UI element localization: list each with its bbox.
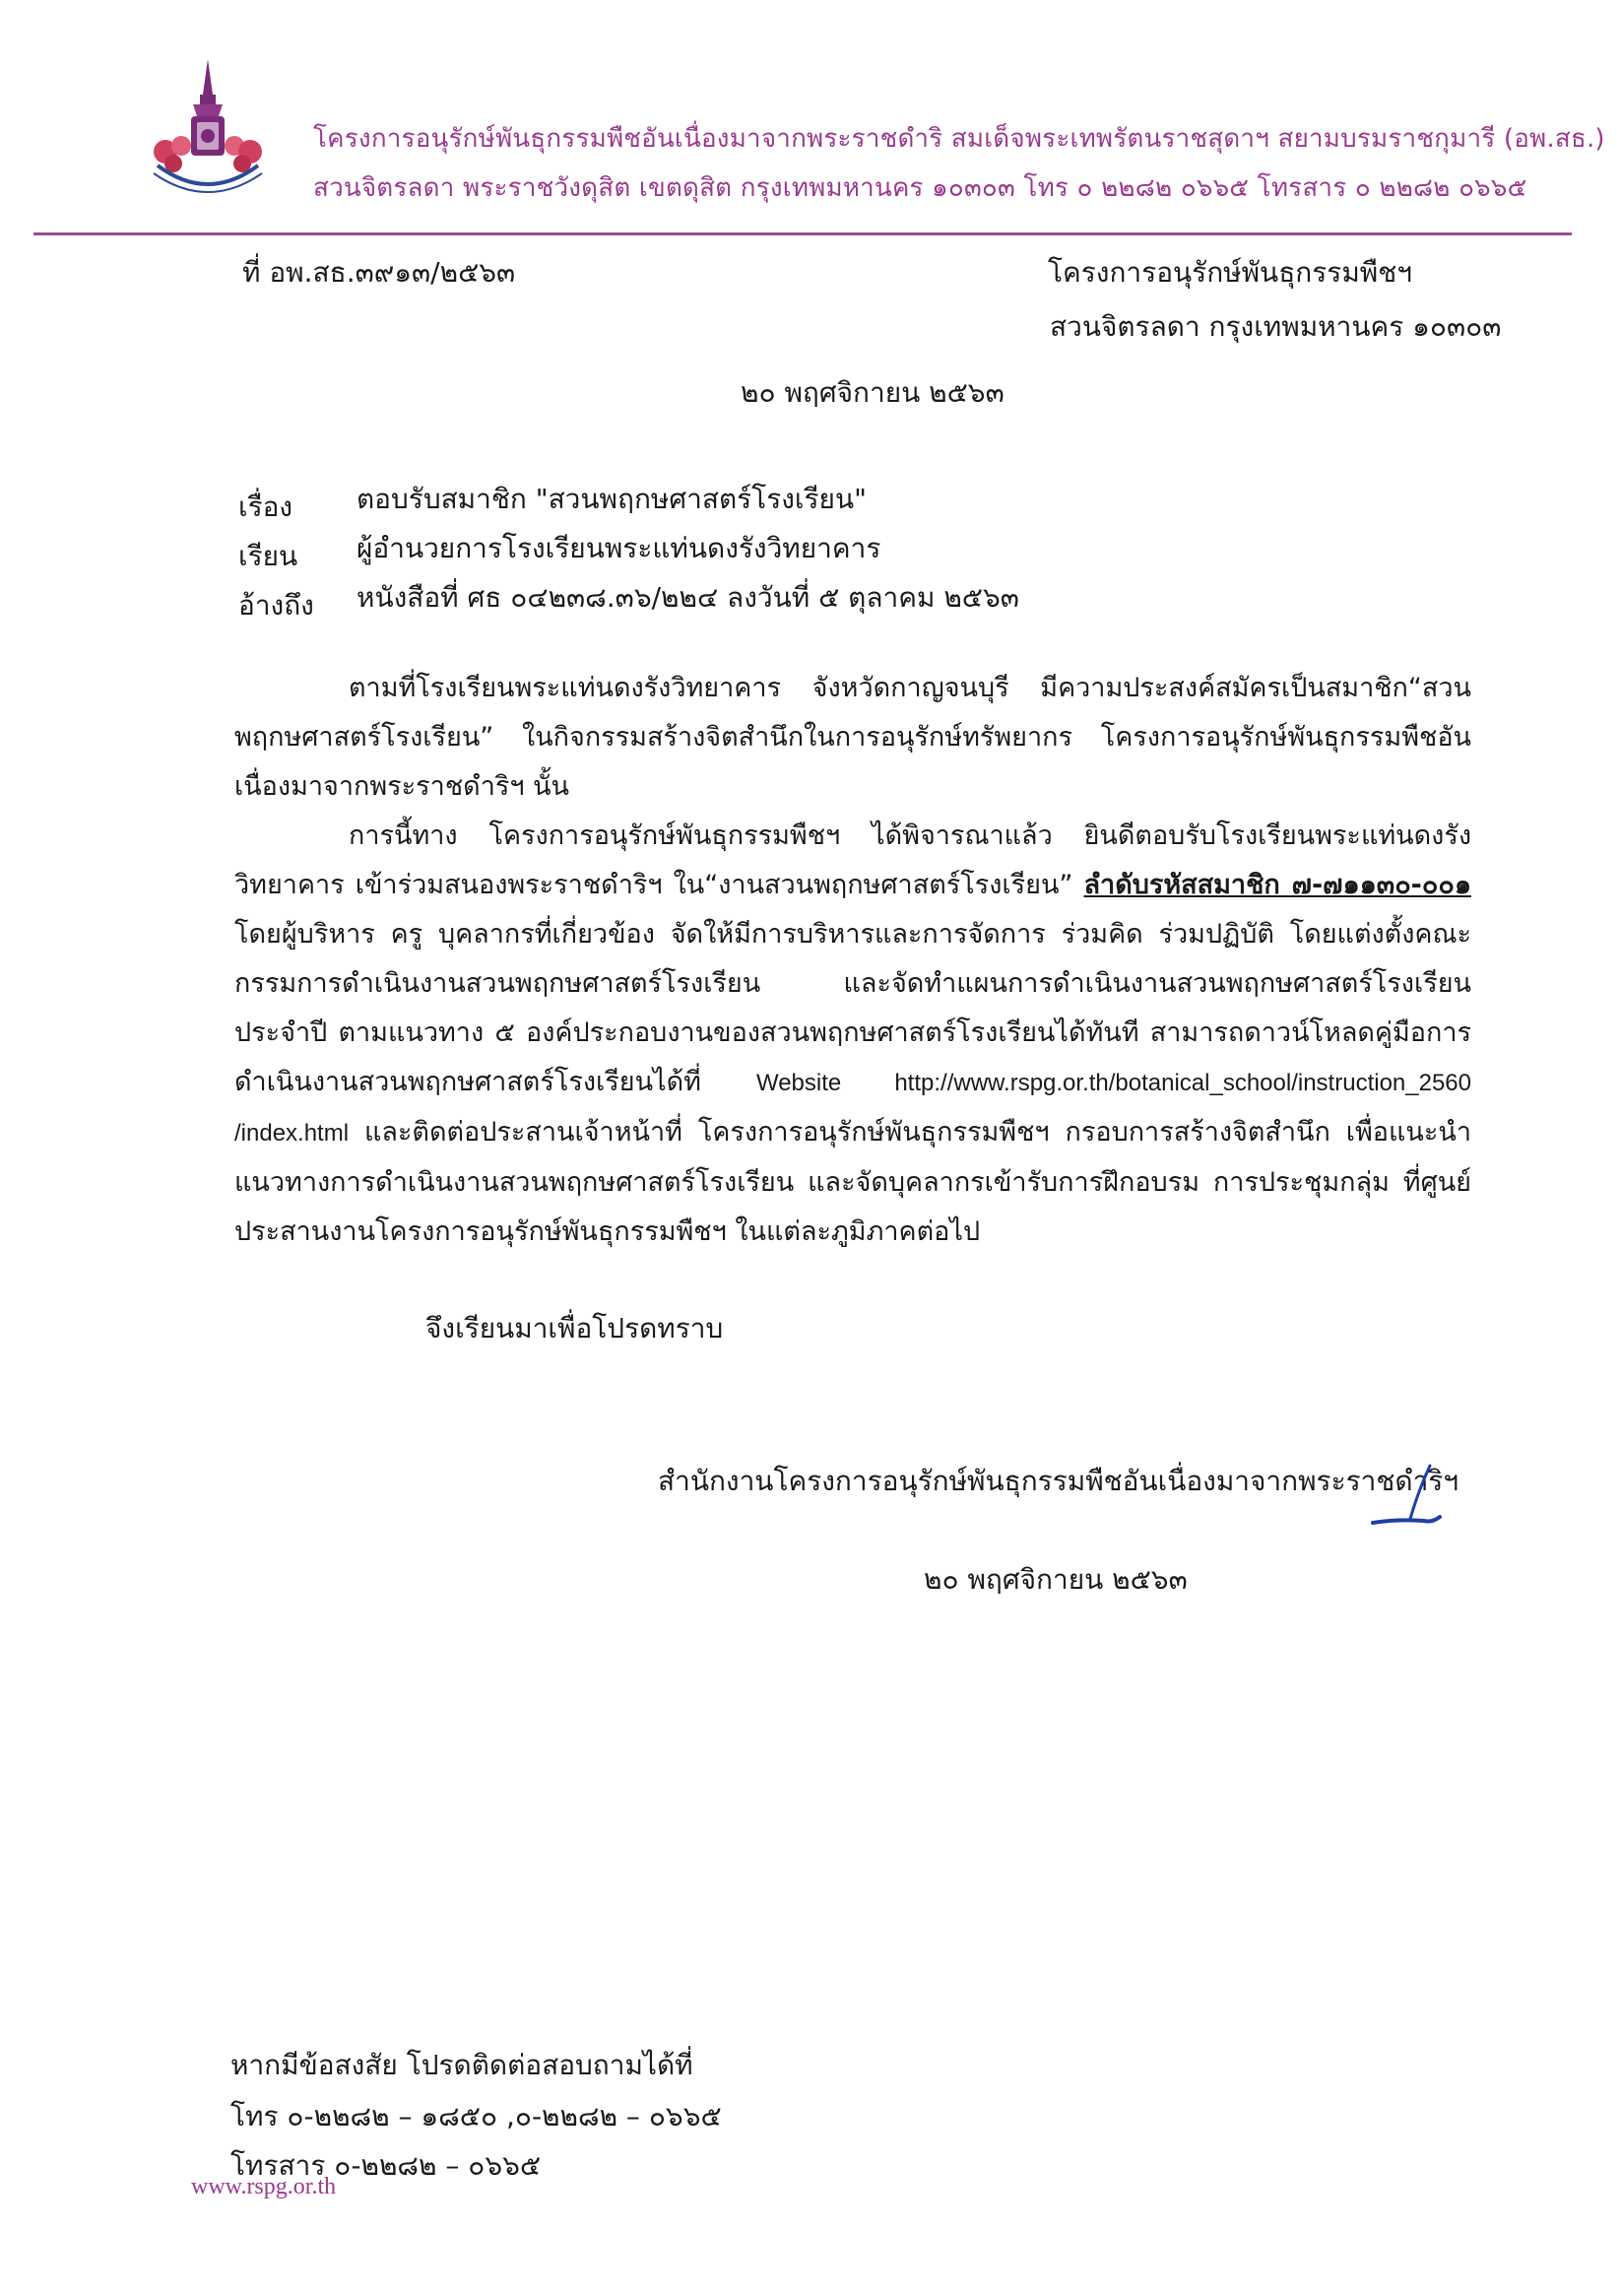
contact-fax: โทรสาร ๐-๒๒๘๒ – ๐๖๖๕ bbox=[230, 2149, 542, 2182]
paragraph-1-text: ตามที่โรงเรียนพระแท่นดงรังวิทยาคาร จังหวัดกาญจนบุรี มีความประสงค์สมัครเป็นสมาชิก“สวนพฤกษศาสตร์โรงเรียน” ในกิจกรรมสร้างจิตสำนึกในการอนุรักษ์ทรัพยากร โครงการอนุรักษ์พันธุกรรมพืชอันเนื่องมาจากพระราชดำริฯ นั้น bbox=[234, 673, 1471, 802]
contact-question: หากมีข้อสงสัย โปรดติดต่อสอบถามได้ที่ bbox=[230, 2049, 693, 2081]
sender-address: สวนจิตรลดา กรุงเทพมหานคร ๑๐๓๐๓ bbox=[1050, 310, 1502, 343]
paragraph-2-text-a: การนี้ทาง โครงการอนุรักษ์พันธุกรรมพืชฯ ได้พิจารณาแล้ว ยินดีตอบรับโรงเรียนพระแท่นดงรังวิทยาคาร เข้าร่วมสนองพระราชดำริฯ ใน“งานสวนพฤกษศาสตร์โรงเรียน” bbox=[234, 820, 1471, 900]
header-line-1: โครงการอนุรักษ์พันธุกรรมพืชอันเนื่องมาจากพระราชดำริ สมเด็จพระเทพรัตนราชสุดาฯ สยามบรมราชกุมารี (อพ.สธ.) bbox=[313, 124, 1605, 154]
sender-organization: โครงการอนุรักษ์พันธุกรรมพืชฯ bbox=[1048, 256, 1412, 289]
signoff-date: ๒๐ พฤศจิกายน ๒๕๖๓ bbox=[924, 1563, 1188, 1596]
paragraph-2-text-b: โดยผู้บริหาร ครู บุคลากรที่เกี่ยวข้อง จัดให้มีการบริหารและการจัดการ ร่วมคิด ร่วมปฏิบัติ โดยแต่งตั้งคณะกรรมการดำเนินงานสวนพฤกษศาสตร์โรงเรียน และจัดทำแผนการดำเนินงานสวนพฤกษศาสตร์โรงเรียนประจำปี ตามแนวทาง ๕ องค์ประกอบงานของสวนพฤกษศาสตร์โรงเรียนได้ทันที สามารถดาวน์โหลดคู่มือการดำเนินงานสวนพฤกษศาสตร์โรงเรียนได้ที่ bbox=[234, 919, 1471, 1097]
letter-date: ๒๐ พฤศจิกายน ๒๕๖๓ bbox=[741, 376, 1005, 409]
subject-label: เรื่อง bbox=[238, 491, 293, 523]
reference-number: ที่ อพ.สธ.๓๙๑๓/๒๕๖๓ bbox=[242, 256, 516, 289]
recipient-text: ผู้อำนวยการโรงเรียนพระแท่นดงรังวิทยาคาร bbox=[357, 532, 881, 564]
reference-text: หนังสือที่ ศธ ๐๔๒๓๘.๓๖/๒๒๔ ลงวันที่ ๕ ตุลาคม ๒๕๖๓ bbox=[357, 581, 1019, 614]
header-line-2: สวนจิตรลดา พระราชวังดุสิต เขตดุสิต กรุงเทพมหานคร ๑๐๓๐๓ โทร ๐ ๒๒๘๒ ๐๖๖๕ โทรสาร ๐ ๒๒๘๒ ๐๖๖๕ bbox=[313, 173, 1527, 203]
signoff-organization: สำนักงานโครงการอนุรักษ์พันธุกรรมพืชอันเนื่องมาจากพระราชดำริฯ bbox=[658, 1465, 1459, 1497]
reference-label: อ้างถึง bbox=[238, 589, 314, 622]
header-divider bbox=[33, 232, 1572, 235]
handwritten-signature-icon bbox=[1367, 1462, 1446, 1533]
website-link[interactable]: Website http://www.rspg.or.th/botanical_school/instruction_2560 /index.html bbox=[234, 1070, 1471, 1147]
subject-text: ตอบรับสมาชิก "สวนพฤกษศาสตร์โรงเรียน" bbox=[357, 483, 867, 515]
body-paragraph-1 bbox=[234, 664, 1471, 812]
closing-text: จึงเรียนมาเพื่อโปรดทราบ bbox=[425, 1312, 724, 1345]
body-paragraph-2 bbox=[234, 812, 1471, 1257]
recipient-label: เรียน bbox=[238, 540, 298, 572]
member-code: ลำดับรหัสสมาชิก ๗-๗๑๑๓๐-๐๐๑ bbox=[1083, 870, 1471, 900]
paragraph-2-text-c: และติดต่อประสานเจ้าหน้าที่ โครงการอนุรักษ์พันธุกรรมพืชฯ กรอบการสร้างจิตสำนึก เพื่อแนะนำแนวทางการดำเนินงานสวนพฤกษศาสตร์โรงเรียน และจัดบุคลากรเข้ารับการฝึกอบรม การประชุมกลุ่ม ที่ศูนย์ประสานงานโครงการอนุรักษ์พันธุกรรมพืชฯ ในแต่ละภูมิภาคต่อไป bbox=[234, 1117, 1471, 1247]
royal-emblem-icon bbox=[144, 55, 272, 203]
footer-website[interactable]: www.rspg.or.th bbox=[191, 2174, 337, 2199]
contact-phone: โทร ๐-๒๒๘๒ – ๑๘๕๐ ,๐-๒๒๘๒ – ๐๖๖๕ bbox=[230, 2100, 722, 2132]
